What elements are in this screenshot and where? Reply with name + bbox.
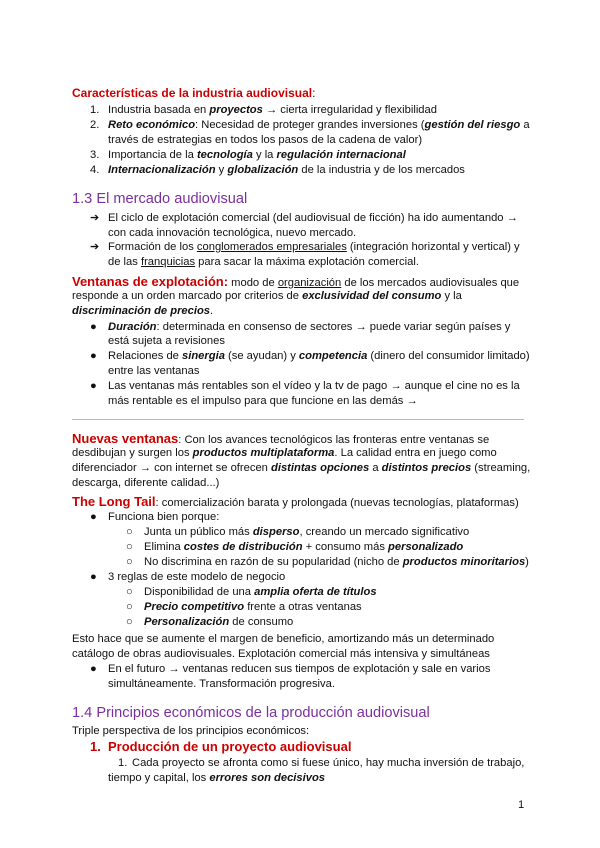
ventanas-paragraph-line: Ventanas de explotación: modo de organización de los mercados audiovisuales que bbox=[72, 274, 520, 289]
nuevas-paragraph-line: descarga, diferente calidad...) bbox=[72, 477, 220, 489]
bullet-icon: ● bbox=[90, 350, 97, 362]
sub-bullet-text: Junta un público más disperso, creando un mercado significativo bbox=[144, 526, 470, 538]
bullet-item-text: Duración: determinada en consenso de sectores → puede variar según países y bbox=[108, 321, 511, 333]
arrow-item-continuation: de las franquicias para sacar la máxima explotación comercial. bbox=[108, 256, 419, 268]
horizontal-divider bbox=[72, 419, 524, 420]
bullet-item-continuation: entre las ventanas bbox=[108, 365, 200, 377]
bullet-item-text: Las ventanas más rentables son el vídeo y la tv de pago → aunque el cine no es la bbox=[108, 380, 520, 392]
sub-bullet-icon: ○ bbox=[126, 586, 133, 598]
list-item: 4. bbox=[90, 164, 100, 176]
sub-bullet-icon: ○ bbox=[126, 526, 133, 538]
list-item-continuation: través de estrategias en todos los pasos de la cadena de valor) bbox=[108, 134, 423, 146]
sub-bullet-icon: ○ bbox=[126, 601, 133, 613]
list-item-text: Reto económico: Necesidad de proteger grandes inversiones (gestión del riesgo a bbox=[108, 119, 530, 131]
ventanas-paragraph-line: discriminación de precios. bbox=[72, 305, 214, 317]
list-item: 2. bbox=[90, 119, 100, 131]
list-item-continuation: tiempo y capital, los errores son decisivos bbox=[108, 772, 326, 784]
paragraph-line: catálogo de obras audiovisuales. Explotación comercial más intensiva y simultáneas bbox=[72, 648, 490, 660]
sub-bullet-icon: ○ bbox=[126, 616, 133, 628]
ventanas-paragraph-line: responde a un orden marcado por criterios de exclusividad del consumo y la bbox=[72, 290, 462, 302]
nuevas-paragraph-line: Nuevas ventanas: Con los avances tecnológicos las fronteras entre ventanas se bbox=[72, 431, 490, 446]
sub-bullet-text: Disponibilidad de una amplia oferta de títulos bbox=[144, 586, 377, 598]
arrow-icon: ➔ bbox=[90, 212, 100, 224]
list-item: 3. bbox=[90, 149, 100, 161]
list-item-text: Cada proyecto se afronta como si fuese único, hay mucha inversión de trabajo, bbox=[132, 757, 525, 769]
sub-bullet-text: Precio competitivo frente a otras ventanas bbox=[144, 601, 362, 613]
numbered-heading: 1. bbox=[90, 739, 101, 754]
arrow-icon: ➔ bbox=[90, 241, 100, 253]
paragraph-line: Triple perspectiva de los principios económicos: bbox=[72, 725, 310, 737]
arrow-item-continuation: con cada innovación tecnológica, nuevo mercado. bbox=[108, 227, 357, 239]
numbered-heading-text: Producción de un proyecto audiovisual bbox=[108, 739, 352, 754]
list-item-text: Importancia de la tecnología y la regulación internacional bbox=[108, 149, 406, 161]
sub-bullet-text: Personalización de consumo bbox=[144, 616, 294, 628]
section-title-1-3: 1.3 El mercado audiovisual bbox=[72, 191, 248, 207]
section-heading-caracteristicas: Características de la industria audiovisual: bbox=[72, 86, 316, 100]
bullet-icon: ● bbox=[90, 321, 97, 333]
bullet-item-text: 3 reglas de este modelo de negocio bbox=[108, 571, 286, 583]
bullet-icon: ● bbox=[90, 571, 97, 583]
bullet-icon: ● bbox=[90, 663, 97, 675]
page-number: 1 bbox=[518, 799, 525, 811]
bullet-item-text: Relaciones de sinergia (se ayudan) y competencia (dinero del consumidor limitado) bbox=[108, 350, 530, 362]
list-item: 1. bbox=[118, 757, 128, 769]
longtail-heading-line: The Long Tail: comercialización barata y prolongada (nuevas tecnologías, plataformas) bbox=[72, 494, 519, 509]
paragraph-line: Esto hace que se aumente el margen de beneficio, amortizando más un determinado bbox=[72, 633, 495, 645]
sub-bullet-icon: ○ bbox=[126, 541, 133, 553]
bullet-item-continuation: más rentable es el impulso para que funcione en las demás → bbox=[108, 395, 418, 407]
sub-bullet-icon: ○ bbox=[126, 556, 133, 568]
bullet-item-text: En el futuro → ventanas reducen sus tiempos de explotación y sale en varios bbox=[108, 663, 491, 675]
list-item-text: Internacionalización y globalización de la industria y de los mercados bbox=[108, 164, 465, 176]
nuevas-paragraph-line: diferenciador → con internet se ofrecen distintas opciones a distintos precios (streaming, bbox=[72, 462, 531, 474]
bullet-item-continuation: está sujeta a revisiones bbox=[108, 335, 225, 347]
sub-bullet-text: No discrimina en razón de su popularidad (nicho de productos minoritarios) bbox=[144, 556, 529, 568]
bullet-item-text: Funciona bien porque: bbox=[108, 511, 220, 523]
section-title-1-4: 1.4 Principios económicos de la producción audiovisual bbox=[72, 705, 430, 721]
bullet-icon: ● bbox=[90, 511, 97, 523]
list-item-text: Industria basada en proyectos → cierta irregularidad y flexibilidad bbox=[108, 104, 437, 116]
bullet-item-continuation: simultáneamente. Transformación progresiva. bbox=[108, 678, 335, 690]
arrow-item-text: El ciclo de explotación comercial (del audiovisual de ficción) ha ido aumentando → bbox=[108, 212, 518, 224]
nuevas-paragraph-line: desdibujan y surgen los productos multiplataforma. La calidad entra en juego como bbox=[72, 447, 497, 459]
arrow-item-text: Formación de los conglomerados empresariales (integración horizontal y vertical) y bbox=[108, 241, 520, 253]
sub-bullet-text: Elimina costes de distribución + consumo más personalizado bbox=[144, 541, 464, 553]
list-item: 1. bbox=[90, 104, 100, 116]
bullet-icon: ● bbox=[90, 380, 97, 392]
